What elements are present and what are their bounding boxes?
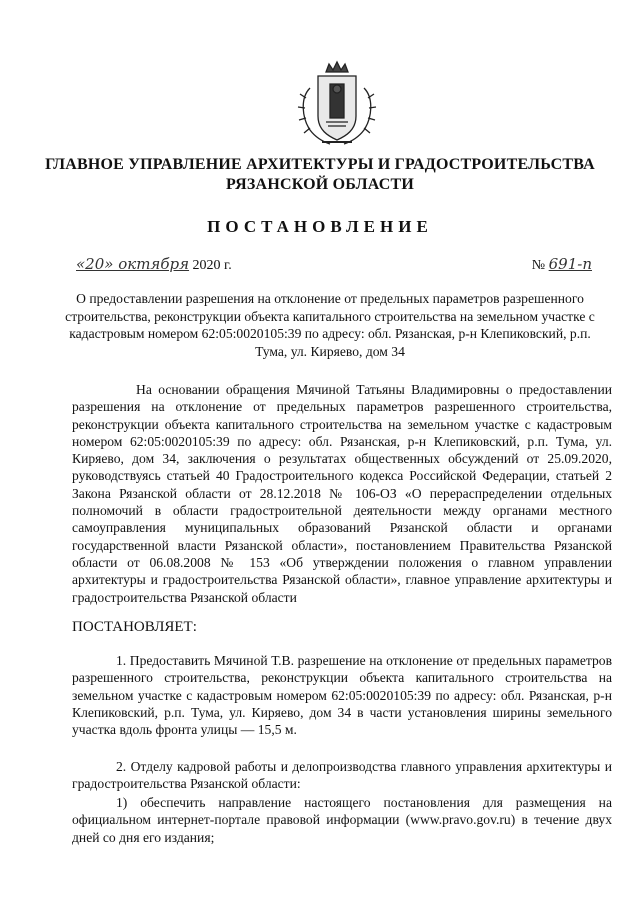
organization-name-line2: РЯЗАНСКОЙ ОБЛАСТИ — [225, 176, 414, 193]
handwritten-date: «20» октября — [76, 255, 190, 273]
handwritten-number: 691-п — [548, 255, 592, 273]
decree-number — [532, 255, 592, 274]
date-year: 2020 г. — [192, 258, 232, 273]
organization-name-line1: ГЛАВНОЕ УПРАВЛЕНИЕ АРХИТЕКТУРЫ И ГРАДОСТРОИТЕЛЬСТВА — [45, 156, 595, 173]
clause-2: 2. Отделу кадровой работы и делопроизводства главного управления архитектуры и градостроительства Рязанской области: — [72, 759, 612, 792]
number-label: № — [531, 258, 546, 273]
decree-subject: О предоставлении разрешения на отклонение от предельных параметров разрешенного строительства, реконструкции объекта капитального строительства на земельном участке с кадастровым номером 62:05:0020105:39 по адресу: обл. Рязанская, р-н Клепиковский, р.п. Тума, ул. Киряево, дом 34 — [65, 291, 595, 359]
coat-of-arms-emblem — [296, 58, 378, 148]
preamble-paragraph: На основании обращения Мячиной Татьяны Владимировны о предоставлении разрешения на отклонение от предельных параметров разрешенного строительства, реконструкции объекта капитального строительства на земельном участке с кадастровым номером 62:05:0020105:39 по адресу: обл. Рязанская, р-н Клепиковский, р.п. Тума, ул. Киряево, дом 34, заключения о результатах общественных обсуждений от 25.09.2020, руководствуясь статьей 40 Градостроительного кодекса Российской Федерации, статьей 2 Закона Рязанской области от 28.12.2018 № 106-ОЗ «О перераспределении отдельных полномочий в области градостроительной деятельности между органами местного самоуправления муниципальных образований Рязанской области и органами государственной власти Рязанской области», постановлением Правительства Рязанской области от 06.08.2008 № 153 «Об утверждении положения о главном управлении архитектуры и градостроительства Рязанской области», главное управление архитектуры и градостроительства Рязанской области — [72, 382, 612, 605]
clause-1: 1. Предоставить Мячиной Т.В. разрешение на отклонение от предельных параметров разрешенного строительства, реконструкции объекта капитального строительства на земельном участке с кадастровым номером 62:05:0020105:39 по адресу: обл. Рязанская, р-н Клепиковский, р.п. Тума, ул. Киряево, дом 34 в части установления ширины земельного участка вдоль фронта улицы — 15,5 м. — [72, 653, 612, 738]
document-type-title: ПОСТАНОВЛЕНИЕ — [207, 217, 433, 236]
decree-date — [76, 255, 232, 274]
clause-2-1: 1) обеспечить направление настоящего постановления для размещения на официальном интернет-портале правовой информации (www.pravo.gov.ru) в течение двух дней со дня его издания; — [72, 795, 612, 845]
decides-heading: ПОСТАНОВЛЯЕТ: — [72, 619, 197, 635]
